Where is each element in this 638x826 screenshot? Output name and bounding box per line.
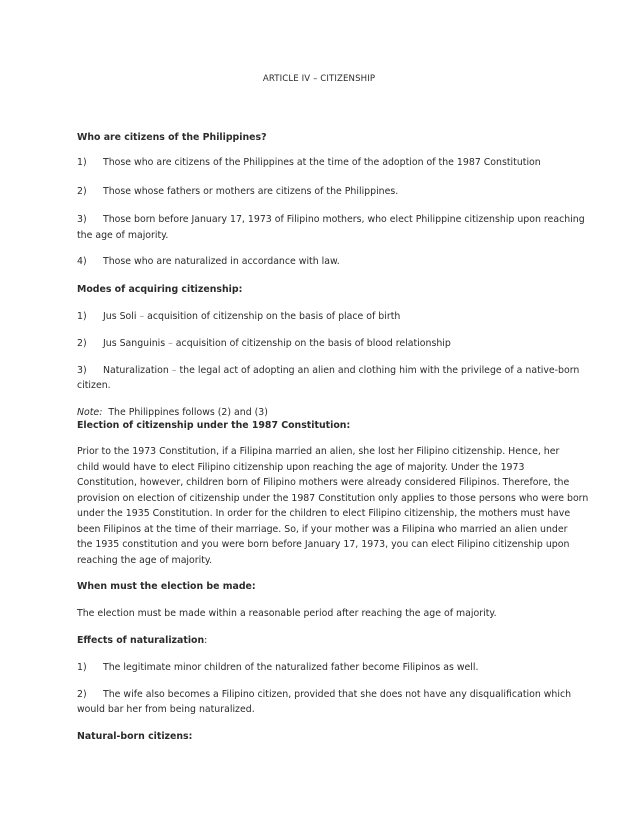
heading-modes: Modes of acquiring citizenship:: [77, 284, 243, 295]
heading-effects: Effects of naturalization: [77, 635, 205, 646]
modes-item-3: [77, 365, 579, 377]
item-number: 2): [77, 689, 87, 700]
election-paragraph-line: Prior to the 1973 Constitution, if a Filipina married an alien, she lost her Filipino citizenship. Hence, her: [77, 446, 560, 457]
modes-item-2: [77, 338, 451, 350]
election-paragraph-line: under the 1935 Constitution. In order for the children to elect Filipino citizenship, the mothers must have: [77, 508, 571, 519]
item-text: Those whose fathers or mothers are citizens of the Philippines.: [103, 186, 399, 197]
effects-item-1: [77, 662, 479, 674]
item-text: acquisition of citizenship on the basis of blood relationship: [175, 338, 451, 349]
modes-item-3-continued: citizen.: [77, 380, 111, 391]
item-text: Those born before January 17, 1973 of Filipino mothers, who elect Philippine citizenship upon reaching: [103, 214, 585, 225]
election-paragraph-line: Constitution, however, children born of Filipino mothers were already considered Filipinos. Therefore, the: [77, 477, 570, 488]
heading-natural-born: Natural-born citizens:: [77, 731, 193, 742]
election-paragraph-line: provision on election of citizenship under the 1987 Constitution only applies to those persons who were born: [77, 493, 589, 504]
election-paragraph-line: the 1935 constitution and you were born before January 17, 1973, you can elect Filipino citizenship upon: [77, 539, 570, 550]
item-number: 2): [77, 338, 87, 349]
effects-item-2: [77, 689, 571, 701]
item-number: 1): [77, 157, 87, 168]
note-label: Note:: [77, 407, 103, 418]
item-dash: –: [165, 338, 176, 349]
item-number: 1): [77, 311, 87, 322]
item-number: 4): [77, 256, 87, 267]
item-number: 3): [77, 365, 87, 376]
election-paragraph-line: child would have to elect Filipino citizenship upon reaching the age of majority. Under the 1973: [77, 462, 525, 473]
item-text: acquisition of citizenship on the basis of place of birth: [147, 311, 401, 322]
heading-effects-line: [77, 635, 207, 647]
item-number: 3): [77, 214, 87, 225]
item-text: The wife also becomes a Filipino citizen, provided that she does not have any disqualification which: [103, 689, 572, 700]
item-text: Those who are naturalized in accordance with law.: [103, 256, 340, 267]
heading-effects-colon: :: [204, 635, 208, 646]
citizens-item-3: [77, 214, 585, 226]
heading-when: When must the election be made:: [77, 581, 256, 592]
item-number: 1): [77, 662, 87, 673]
citizens-item-3-continued: the age of majority.: [77, 230, 169, 241]
item-term: Jus Soli: [103, 311, 137, 322]
item-text: Those who are citizens of the Philippines at the time of the adoption of the 1987 Constitution: [103, 157, 541, 168]
election-paragraph-line: reaching the age of majority.: [77, 555, 213, 566]
item-term: Jus Sanguinis: [103, 338, 166, 349]
note-text: The Philippines follows (2) and (3): [108, 407, 268, 418]
note-line: [77, 407, 268, 419]
when-text: The election must be made within a reasonable period after reaching the age of majority.: [77, 608, 497, 619]
item-dash: –: [136, 311, 148, 322]
item-number: 2): [77, 186, 87, 197]
election-paragraph-line: been Filipinos at the time of their marriage. So, if your mother was a Filipina who married an alien under: [77, 524, 568, 535]
modes-item-1: [77, 311, 400, 323]
citizens-item-4: [77, 256, 340, 268]
article-title: ARTICLE IV – CITIZENSHIP: [262, 74, 376, 84]
effects-item-2-continued: would bar her from being naturalized.: [77, 704, 255, 715]
item-dash: –: [168, 365, 180, 376]
heading-election: Election of citizenship under the 1987 Constitution:: [77, 420, 351, 431]
item-term: Naturalization: [103, 365, 169, 376]
heading-citizens: Who are citizens of the Philippines?: [77, 132, 267, 143]
citizens-item-1: [77, 157, 541, 169]
item-text: The legitimate minor children of the naturalized father become Filipinos as well.: [103, 662, 479, 673]
item-text: the legal act of adopting an alien and clothing him with the privilege of a native-born: [179, 365, 580, 376]
citizens-item-2: [77, 186, 398, 198]
